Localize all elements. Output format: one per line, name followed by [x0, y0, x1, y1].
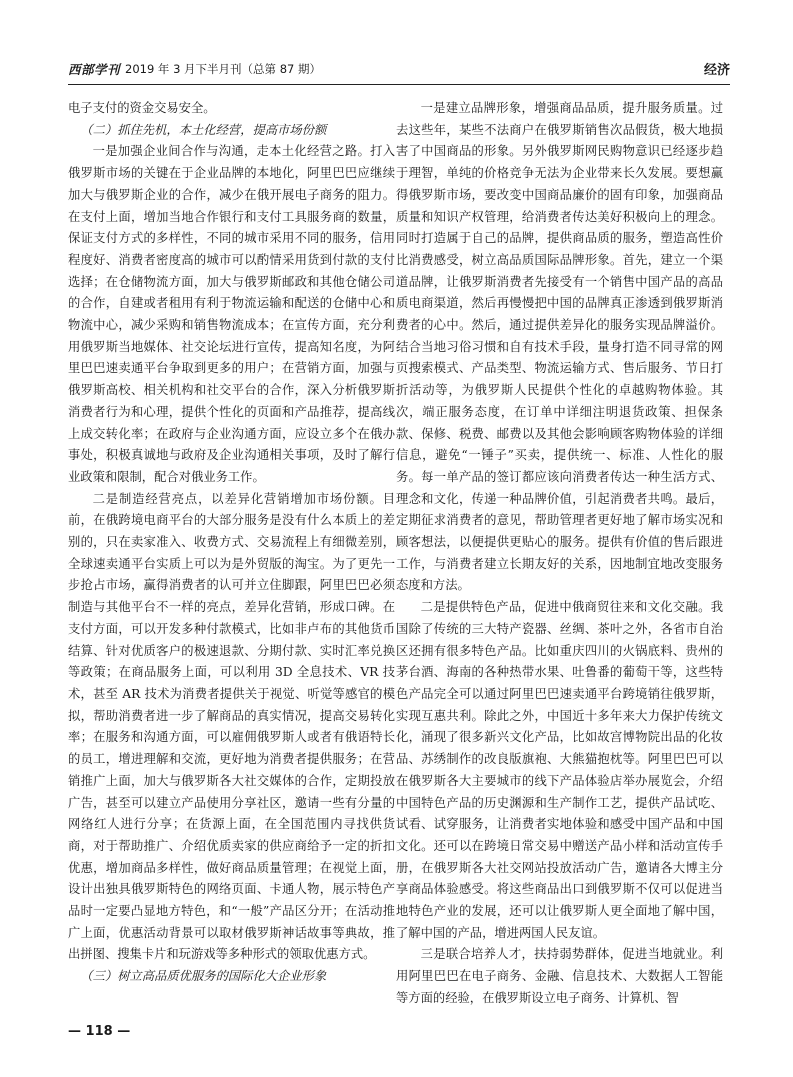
right-column	[396, 98, 723, 1010]
running-header	[68, 59, 730, 79]
header-rule	[68, 84, 730, 85]
page-number: — 118 —	[68, 1024, 131, 1039]
issue-info: 2019 年 3 月下半月刊（总第 87 期）	[125, 62, 321, 76]
paragraph: 电子支付的资金交易安全。	[68, 101, 216, 115]
paragraph: 二是制造经营亮点，以差异化营销增加市场份额。目前，在俄跨境电商平台的大部分服务是没有什么本质上的差别的，只在卖家准入、收费方式、交易流程上有细微差别，全球速卖通平台实质上可以为是外贸版的淘宝。为了更先一步抢占市场，赢得消费者的认可并立住脚跟，阿里巴巴必须制造与其他平台不一样的亮点，差异化营销，形成口碑。在支付方面，可以开发多种付款模式，比如非卢布的其他货币结算、针对优质客户的极速退款、分期付款、实时汇率兑换等政策；在商品服务上面，可以利用 3D 全息技术、VR 技术，甚至 AR 技术为消费者提供关于视觉、听觉等感官的模拟，帮助消费者进一步了解商品的真实情况，提高交易转化率；在服务和沟通方面，可以雇佣俄罗斯人或者有俄语特长的员工，增进理解和交流，更好地为消费者提供服务；在营销推广上面，加大与俄罗斯各大社交媒体的合作，定期投放广告，甚至可以建立产品使用分享社区，邀请一些有分量的网络红人进行分享；在货源上面，在全国范围内寻找供货商，对于帮助推广、介绍优质卖家的供应商给予一定的折扣优惠，增加商品多样性，做好商品质量管理；在视觉上面，设计出独具俄罗斯特色的网络页面、卡通人物，展示特色产品时一定要凸显地方特色，和“一般”产品区分开；在活动推广上面，优惠活动背景可以取材俄罗斯神话故事等典故，推出拼图、搜集卡片和玩游戏等多种形式的领取优惠方式。	[68, 491, 395, 962]
left-column	[68, 98, 395, 988]
section-label: 经济	[703, 63, 730, 78]
paragraph: 二是提供特色产品，促进中俄商贸往来和文化交融。我国除了传统的三大特产瓷器、丝绸、茶叶之外，各省市自治区还拥有很多特色产品。比如重庆四川的火锅底料、贵州的茅台酒、海南的各种热带水果、吐鲁番的葡萄干等，这些特色产品完全可以通过阿里巴巴速卖通平台跨境销往俄罗斯，实现互惠共利。除此之外，中国近十多年来大力保护传统文化，涌现了很多新兴文化产品，比如故宫博物院出品的化妆品、苏绣制作的改良版旗袍、大熊猫抱枕等。阿里巴巴可以在俄罗斯各大主要城市的线下产品体验店举办展览会，介绍中国特色产品的历史渊源和生产制作工艺，提供产品试吃、试看、试穿服务，让消费者实地体验和感受中国产品和中国文化。还可以在跨境日常交易中赠送产品小样和活动宣传手册，在俄罗斯各大社交网站投放活动广告，邀请各大博主分享商品体验感受。将这些商品出口到俄罗斯不仅可以促进当地特色产业的发展，还可以让俄罗斯人更全面地了解中国，了解中国的产品，增进两国人民友谊。	[396, 600, 723, 940]
paragraph: 三是联合培养人才，扶持弱势群体，促进当地就业。利用阿里巴巴在电子商务、金融、信息技术、大数据人工智能等方面的经验，在俄罗斯设立电子商务、计算机、智	[396, 947, 723, 1005]
section-heading: （三）树立高品质优服务的国际化大企业形象	[80, 969, 327, 984]
section-heading: （二）抓住先机，本土化经营，提高市场份额	[80, 122, 327, 137]
paragraph: 一是加强企业间合作与沟通，走本土化经营之路。打入俄罗斯市场的关键在于企业品牌的本地化，阿里巴巴应继续加大与俄罗斯企业的合作，减少在俄开展电子商务的阻力。在支付上面，增加当地合作银行和支付工具服务商的数量，保证支付方式的多样性，不同的城市采用不同的服务，信用程度好、消费者密度高的城市可以酌情采用货到付款的支付选择；在仓储物流方面，加大与俄罗斯邮政和其他仓储公司的合作，自建或者租用有利于物流运输和配送的仓储中心和物流中心，减少采购和销售物流成本；在宣传方面，充分利用俄罗斯当地媒体、社交论坛进行宣传，提高知名度，为阿里巴巴速卖通平台争取到更多的用户；在营销方面，加强与俄罗斯高校、相关机构和社交平台的合作，深入分析俄罗斯消费者行为和心理，提供个性化的页面和产品推荐，提高线上成交转化率；在政府与企业沟通方面，应设立多个在俄办事处，积极真诚地与政府及企业沟通相关事项，及时了解行业政策和限制，配合对俄业务工作。	[68, 144, 395, 484]
journal-logo: 西部学刊	[68, 62, 121, 77]
paragraph: 一是建立品牌形象，增强商品品质，提升服务质量。过去这些年，某些不法商户在俄罗斯销售次品假货，极大地损害了中国商品的形象。另外俄罗斯网民购物意识已经逐步趋于理智，单纯的价格竞争无法为企业带来长久发展。要想赢得俄罗斯市场，要改变中国商品廉价的固有印象，加强商品质量和知识产权管理，给消费者传达美好积极向上的理念。同时打造属于自己的品牌，提供商品质的服务，塑造高性价比消费感受，树立高品质国际品牌形象。首先，建立一个渠道品牌，让俄罗斯消费者先接受有一个销售中国产品的高品质电商渠道，然后再慢慢把中国的品牌真正渗透到俄罗斯消费者的心中。然后，通过提供差异化的服务实现品牌溢价。结合当地习俗习惯和自有技术手段，量身打造不同寻常的网页搜索模式、产品类型、物流运输方式、售后服务、节日打折活动等，为俄罗斯人民提供个性化的卓越购物体验。其次，端正服务态度，在订单中详细注明退货政策、担保条款、保修、税费、邮费以及其他会影响顾客购物体验的详细信息，避免“一锤子”买卖，提供统一、标准、人性化的服务。每一单产品的签订都应该向消费者传达一种生活方式、理念和文化，传递一种品牌价值，引起消费者共鸣。最后，定期征求消费者的意见，帮助管理者更好地了解市场实况和顾客想法，以便提供更贴心的服务。提供有价值的售后跟进工作，与消费者建立长期友好的关系，因地制宜地改变服务态度和方法。	[396, 101, 723, 593]
